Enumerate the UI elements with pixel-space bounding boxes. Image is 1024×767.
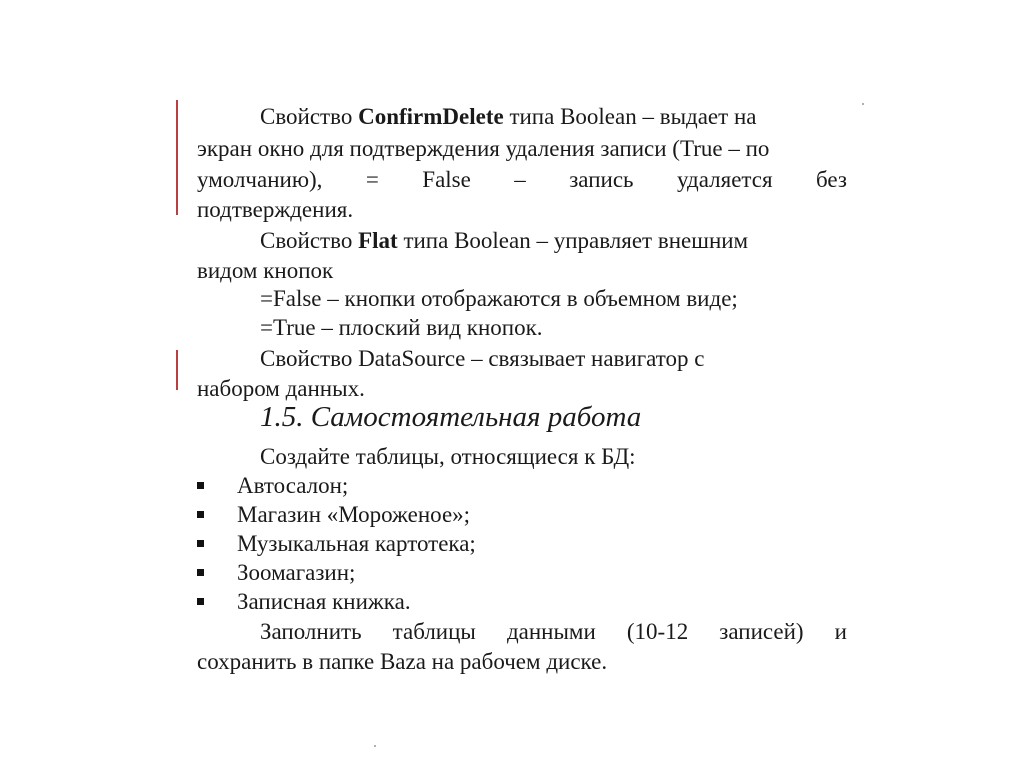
section-intro: Создайте таблицы, относящиеся к БД: xyxy=(260,444,636,469)
bullet-square-icon xyxy=(197,540,204,547)
flat-line-2: видом кнопок xyxy=(197,258,334,283)
flat-option-false: =False – кнопки отображаются в объемном виде; xyxy=(260,286,738,311)
margin-marker-top xyxy=(176,100,178,215)
section-heading: 1.5. Самостоятельная работа xyxy=(260,401,642,433)
confirm-line-4: подтверждения. xyxy=(197,197,354,222)
scan-speck xyxy=(862,103,864,105)
final-line-1: Заполнить таблицы данными (10-12 записей) и xyxy=(260,619,847,644)
bullet-square-icon xyxy=(197,482,204,489)
margin-marker-bottom xyxy=(176,350,178,390)
scan-speck-bottom xyxy=(374,745,376,747)
bullet-square-icon xyxy=(197,598,204,605)
final-line-2: сохранить в папке Baza на рабочем диске. xyxy=(197,649,608,674)
flat-line-1: Свойство Flat типа Boolean – управляет внешним xyxy=(260,228,749,253)
datasource-line-1: Свойство DataSource – связывает навигатор с xyxy=(260,346,705,371)
confirm-delete-term: ConfirmDelete xyxy=(358,104,504,129)
bullet-square-icon xyxy=(197,569,204,576)
flat-term: Flat xyxy=(358,228,398,253)
document-page: Свойство ConfirmDelete типа Boolean – выдает на экран окно для подтверждения удаления записи (True – по умолчанию), = False – запись удаляется без подтверждения. Свойство Flat типа Boolean – управляет внешним видом кнопок =False – кнопки отображаются в объемном виде; =True – плоский вид кнопок. Свойство DataSource – связывает навигатор с набором данных. 1.5. Самостоятельная работа Создайте таблицы, относящиеся к БД: Автосалон; Магазин «Мороженое»; Музыкальная картотека; Зоомагазин; Записная книжка. Заполнить таблицы данными (10-12 записей) и сохранить в папке Baza на рабочем диске. xyxy=(0,0,1024,767)
flat-option-true: =True – плоский вид кнопок. xyxy=(260,315,543,340)
confirm-line-1: Свойство ConfirmDelete типа Boolean – выдает на xyxy=(260,104,757,129)
confirm-line-2: экран окно для подтверждения удаления записи (True – по xyxy=(197,136,770,161)
confirm-line-3: умолчанию), = False – запись удаляется без xyxy=(197,167,847,192)
bullet-square-icon xyxy=(197,511,204,518)
datasource-line-2: набором данных. xyxy=(197,376,365,401)
